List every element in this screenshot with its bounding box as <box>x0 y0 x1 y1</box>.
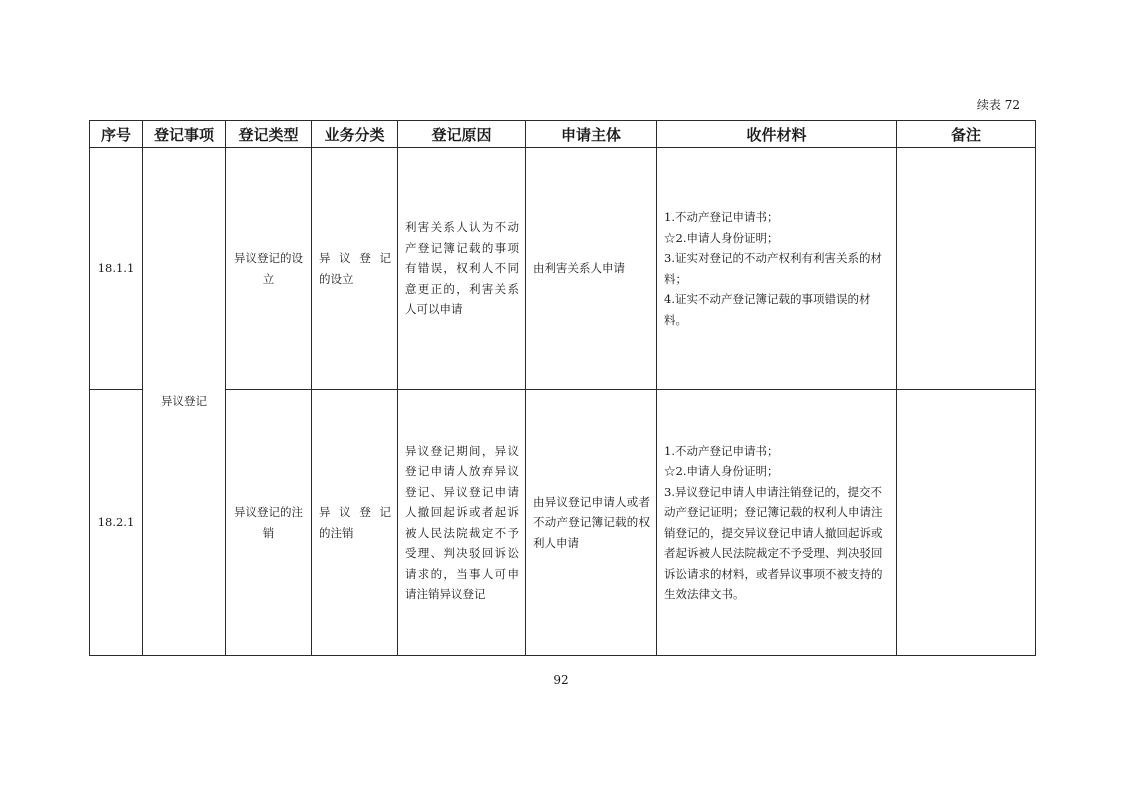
registration-item-cell: 异议登记 <box>143 148 226 656</box>
materials-list <box>657 207 896 330</box>
business-category-text: 异 议 登 记 的注销 <box>319 505 391 540</box>
material-item: 3.异议登记申请人申请注销登记的，提交不动产登记证明；登记簿记载的权利人申请注销登记的，提交异议登记申请人撤回起诉或者起诉被人民法院裁定不予受理、判决驳回诉讼请求的材料，或者异议事项不被支持的生效法律文书。 <box>664 484 883 601</box>
business-category-cell <box>312 390 398 656</box>
header-business-category: 业务分类 <box>312 121 398 148</box>
header-remark: 备注 <box>897 121 1036 148</box>
applicant-text: 由异议登记申请人或者不动产登记簿记载的权利人申请 <box>533 494 650 550</box>
page-number: 92 <box>553 673 569 687</box>
materials-cell <box>657 390 897 656</box>
seq-cell: 18.1.1 <box>90 148 143 390</box>
header-registration-item: 登记事项 <box>143 121 226 148</box>
registration-table <box>89 120 1036 656</box>
header-materials: 收件材料 <box>657 121 897 148</box>
header-applicant: 申请主体 <box>526 121 657 148</box>
materials-list <box>657 441 896 605</box>
remark-cell <box>897 148 1036 390</box>
business-category-text: 异 议 登 记 的设立 <box>319 251 391 286</box>
remark-cell <box>897 390 1036 656</box>
registration-reason-cell <box>398 148 526 390</box>
table-row <box>90 148 1036 390</box>
header-seq: 序号 <box>90 121 143 148</box>
header-registration-reason: 登记原因 <box>398 121 526 148</box>
material-item: 4.证实不动产登记簿记载的事项错误的材料。 <box>664 292 871 327</box>
continued-table-label: 续表 72 <box>976 98 1020 112</box>
table-header-row <box>90 121 1036 148</box>
applicant-text: 由利害关系人申请 <box>533 261 625 276</box>
business-category-cell <box>312 148 398 390</box>
registration-reason-text: 利害关系人认为不动产登记簿记载的事项有错误，权利人不同意更正的，利害关系人可以申请 <box>405 220 519 317</box>
material-item: ☆2.申请人身份证明； <box>664 464 779 478</box>
registration-reason-text: 异议登记期间，异议登记申请人放弃异议登记、异议登记申请人撤回起诉或者起诉被人民法院裁定不予受理、判决驳回诉讼请求的，当事人可申请注销异议登记 <box>405 443 519 601</box>
registration-reason-cell <box>398 390 526 656</box>
registration-type-text: 异议登记的设立 <box>234 251 303 286</box>
materials-cell <box>657 148 897 390</box>
table-row <box>90 390 1036 656</box>
material-item: 1.不动产登记申请书； <box>664 210 779 224</box>
registration-type-cell <box>226 148 312 390</box>
registration-type-cell <box>226 390 312 656</box>
header-registration-type: 登记类型 <box>226 121 312 148</box>
applicant-cell <box>526 390 657 656</box>
applicant-cell <box>526 148 657 390</box>
seq-cell: 18.2.1 <box>90 390 143 656</box>
material-item: ☆2.申请人身份证明； <box>664 230 779 245</box>
material-item: 3.证实对登记的不动产权利有利害关系的材料； <box>664 251 882 286</box>
registration-type-text: 异议登记的注销 <box>234 505 303 540</box>
material-item: 1.不动产登记申请书； <box>664 443 779 458</box>
